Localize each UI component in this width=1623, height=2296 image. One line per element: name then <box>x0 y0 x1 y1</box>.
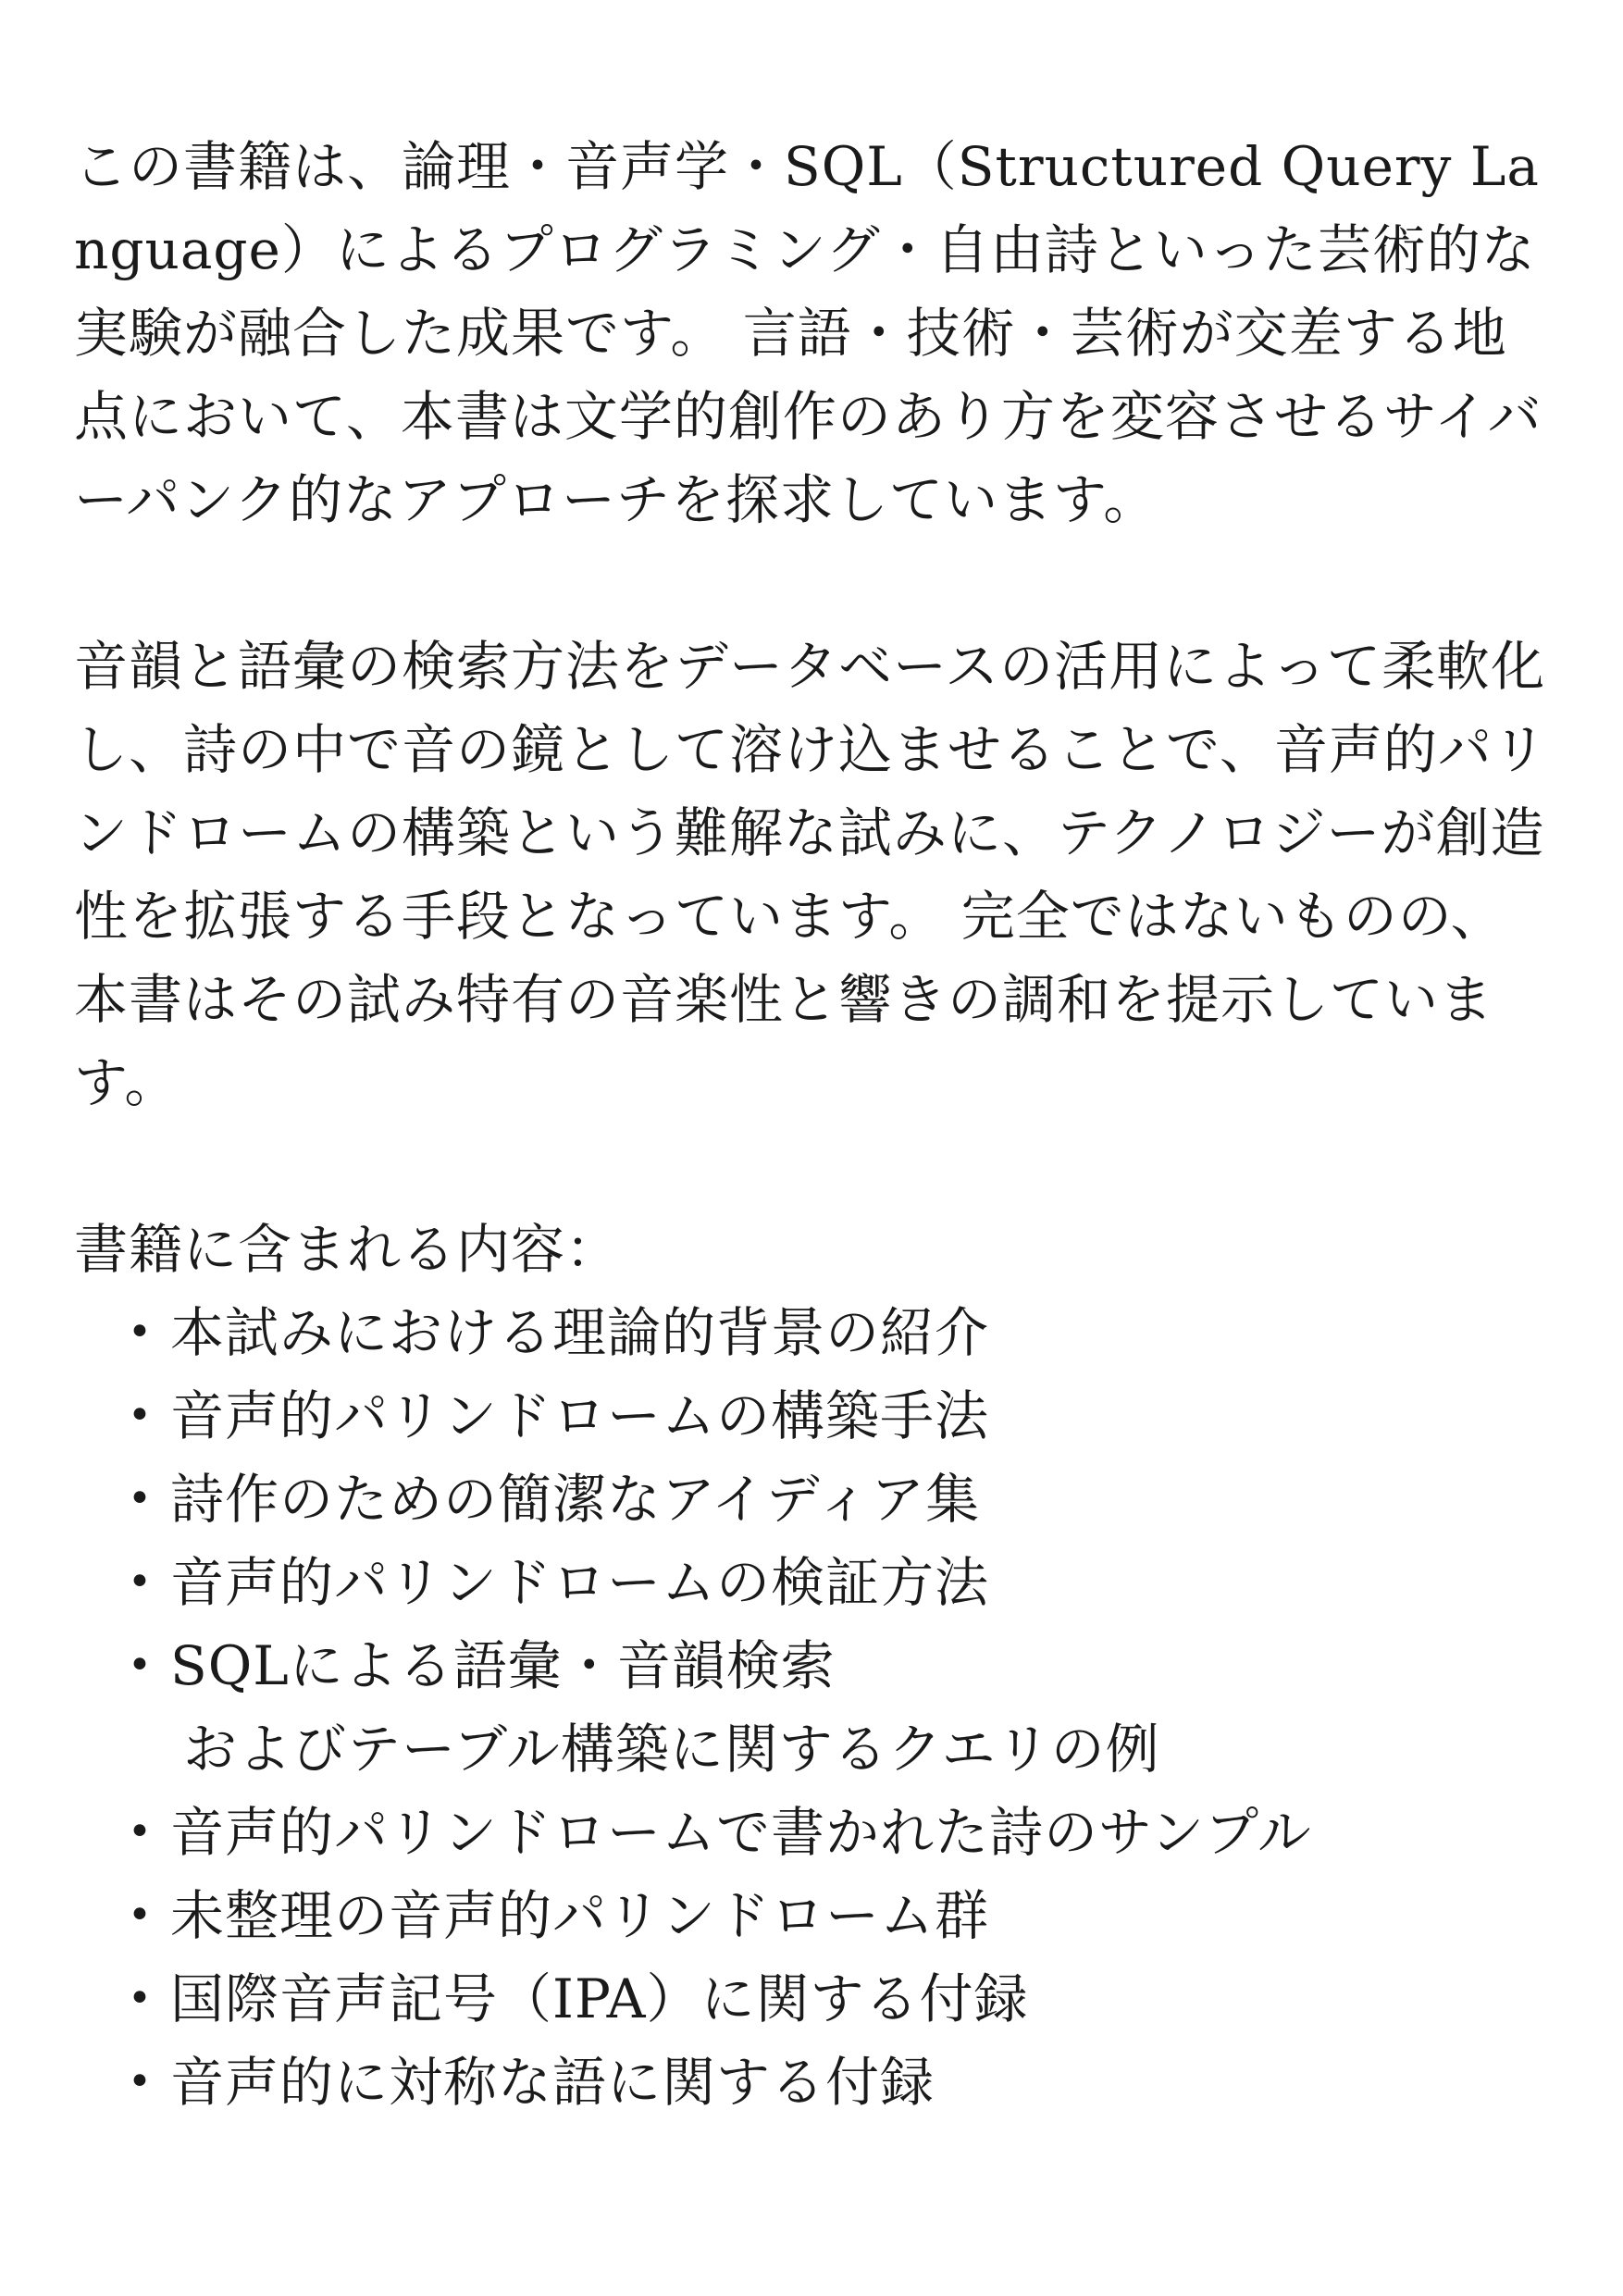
bullet-icon: • <box>128 1808 153 1855</box>
list-item <box>128 2041 1549 2124</box>
list-item-text: SQLによる語彙・音韻検索 <box>170 1634 836 1697</box>
list-item <box>128 1541 1549 1624</box>
list-item-continuation: およびテーブル構築に関するクエリの例 <box>183 1718 1160 1781</box>
list-item <box>128 1458 1549 1541</box>
bullet-icon: • <box>128 1558 153 1606</box>
list-item-text: 国際音声記号（IPA）に関する付録 <box>170 1967 1029 2030</box>
list-item-text: 詩作のための簡潔なアイディア集 <box>170 1468 981 1531</box>
list-item <box>128 1874 1549 1957</box>
bullet-icon: • <box>128 1475 153 1522</box>
list-item <box>128 1791 1549 1874</box>
list-item-text: 本試みにおける理論的背景の紹介 <box>170 1301 990 1364</box>
bullet-icon: • <box>128 1642 153 1689</box>
list-item <box>128 1374 1549 1458</box>
list-item <box>128 1624 1549 1791</box>
list-item-text: 未整理の音声的パリンドローム群 <box>170 1884 990 1947</box>
list-item <box>128 1291 1549 1374</box>
list-item <box>128 1957 1549 2041</box>
contents-heading: 書籍に含まれる内容： <box>74 1218 621 1281</box>
bullet-icon: • <box>128 1392 153 1439</box>
intro-paragraph-1: この書籍は、論理・音声学・SQL（Structured Query Language）によるプログラミング・自由詩といった芸術的な実験が融合した成果です。 言語・技術・芸術が交差する地点において、本書は文学的創作のあり方を変容させるサイバーパンク的なアプローチを探求しています。 <box>74 135 1542 531</box>
list-item-text: 音声的に対称な語に関する付録 <box>170 2051 935 2114</box>
bullet-icon: • <box>128 2058 153 2105</box>
bullet-icon: • <box>128 1975 153 2022</box>
bullet-icon: • <box>128 1892 153 1939</box>
list-item-text: 音声的パリンドロームの構築手法 <box>170 1384 990 1447</box>
list-item-text: 音声的パリンドロームで書かれた詩のサンプル <box>170 1801 1312 1864</box>
intro-paragraph-2: 音韻と語彙の検索方法をデータベースの活用によって柔軟化し、詩の中で音の鏡として溶け込ませることで、音声的パリンドロームの構築という難解な試みに、テクノロジーが創造性を拡張する手段となっています。 完全ではないものの、本書はその試み特有の音楽性と響きの調和を提示しています。 <box>74 635 1547 1114</box>
list-item-text: 音声的パリンドロームの検証方法 <box>170 1551 990 1614</box>
contents-list <box>74 1291 1549 2124</box>
bullet-icon: • <box>128 1309 153 1356</box>
